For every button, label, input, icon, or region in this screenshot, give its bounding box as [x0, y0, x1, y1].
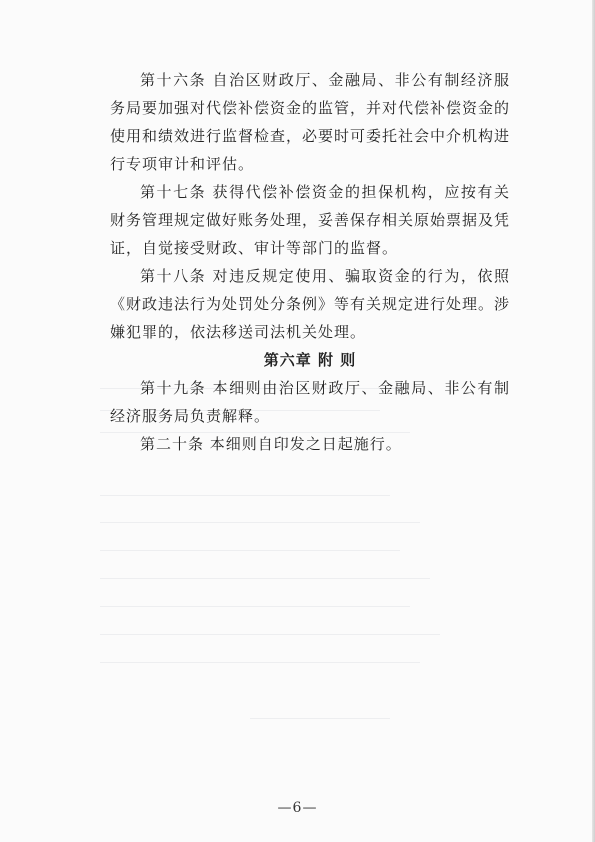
bleed-through-line — [100, 550, 400, 551]
bleed-through-line — [100, 662, 420, 663]
bleed-through-line — [100, 495, 390, 496]
page-number: —6— — [277, 800, 318, 816]
document-body — [110, 66, 510, 458]
article-17: 第十七条 获得代偿补偿资金的担保机构，应按有关财务管理规定做好账务处理，妥善保存相关原始票据及凭证，自觉接受财政、审计等部门的监督。 — [110, 183, 511, 257]
bleed-through-line — [100, 634, 440, 635]
bleed-through-line — [100, 522, 420, 523]
bleed-through-line — [100, 606, 410, 607]
bleed-through-line — [100, 578, 430, 579]
article-20: 第二十条 本细则自印发之日起施行。 — [140, 435, 402, 453]
bleed-through-line — [250, 718, 390, 719]
chapter-title: 第六章 附 则 — [263, 351, 357, 369]
article-16: 第十六条 自治区财政厅、金融局、非公有制经济服务局要加强对代偿补偿资金的监管，并对代偿补偿资金的使用和绩效进行监督检查，必要时可委托社会中介机构进行专项审计和评估。 — [110, 71, 511, 173]
article-19: 第十九条 本细则由治区财政厅、金融局、非公有制经济服务局负责解释。 — [110, 379, 510, 425]
article-18: 第十八条 对违反规定使用、骗取资金的行为，依照《财政违法行为处罚处分条例》等有关规定进行处理。涉嫌犯罪的，依法移送司法机关处理。 — [110, 267, 511, 341]
